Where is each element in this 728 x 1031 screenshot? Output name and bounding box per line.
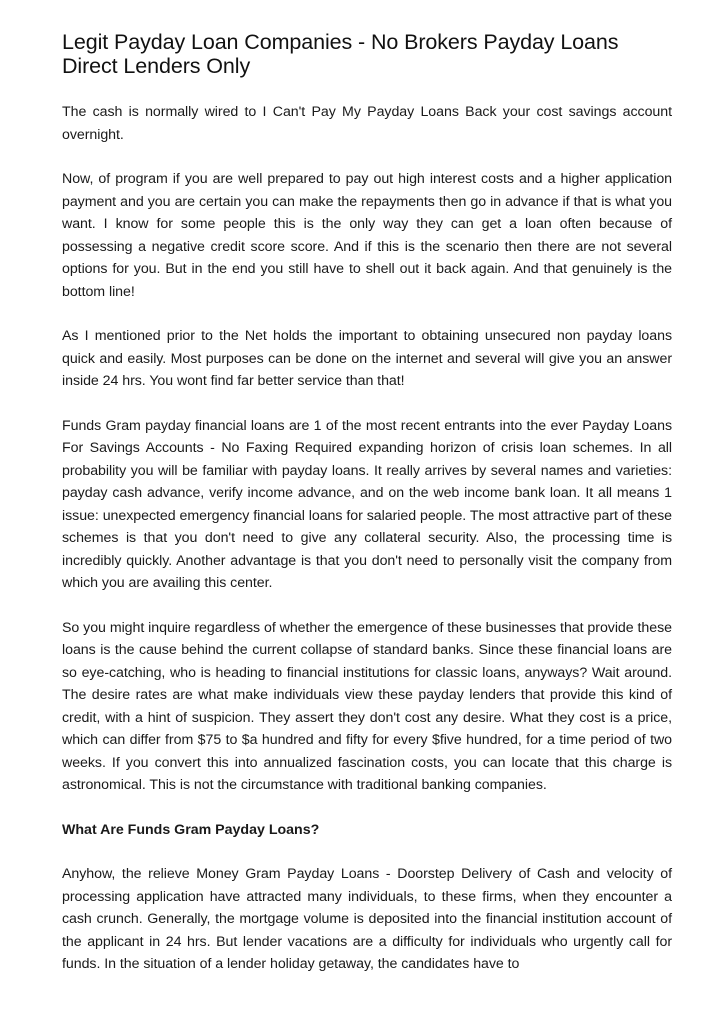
paragraph-6: Anyhow, the relieve Money Gram Payday Loans - Doorstep Delivery of Cash and velocity of processing application have attracted many individuals, to these firms, when they encounter a cash crunch. Generally, the mortgage volume is deposited into the financial institution account of the applicant in 24 hrs. But lender vacations are a difficulty for individuals who urgently call for funds. In the situation of a lender holiday getaway, the candidates have to [62,866,672,972]
paragraph-3: As I mentioned prior to the Net holds the important to obtaining unsecured non payday loans quick and easily. Most purposes can be done on the internet and several will give you an answer inside 24 hrs. You wont find far better service than that! [62,328,672,389]
document-page [62,30,672,998]
section-subheading: What Are Funds Gram Payday Loans? [62,821,320,838]
paragraph-5: So you might inquire regardless of whether the emergence of these businesses that provide these loans is the cause behind the current collapse of standard banks. Since these financial loans are so eye-catching, who is heading to financial institutions for classic loans, anyways? Wait around. The desire rates are what make individuals view these payday lenders that provide this kind of credit, with a hint of suspicion. They assert they don't cost any desire. What they cost is a price, which can differ from $75 to $a hundred and fifty for every $five hundred, for a time period of two weeks. If you convert this into annualized fascination costs, you can locate that this charge is astronomical. This is not the circumstance with traditional banking companies. [62,619,672,793]
paragraph-1: The cash is normally wired to I Can't Pay My Payday Loans Back your cost savings account overnight. [62,104,672,143]
document-title: Legit Payday Loan Companies - No Brokers Payday Loans Direct Lenders Only [62,30,619,78]
paragraph-2: Now, of program if you are well prepared to pay out high interest costs and a higher application payment and you are certain you can make the repayments then go in advance if that is what you want. I know for some people this is the only way they can get a loan often because of possessing a negative credit score score. And if this is the scenario then there are not several options for you. But in the end you still have to shell out it back again. And that genuinely is the bottom line! [62,171,672,300]
paragraph-4: Funds Gram payday financial loans are 1 of the most recent entrants into the ever Payday Loans For Savings Accounts - No Faxing Required expanding horizon of crisis loan schemes. In all probability you will be familiar with payday loans. It really arrives by several names and varieties: payday cash advance, verify income advance, and on the web income bank loan. It all means 1 issue: unexpected emergency financial loans for salaried people. The most attractive part of these schemes is that you don't need to give any collateral security. Also, the processing time is incredibly quickly. Another advantage is that you don't need to personally visit the company from which you are availing this center. [62,417,672,591]
